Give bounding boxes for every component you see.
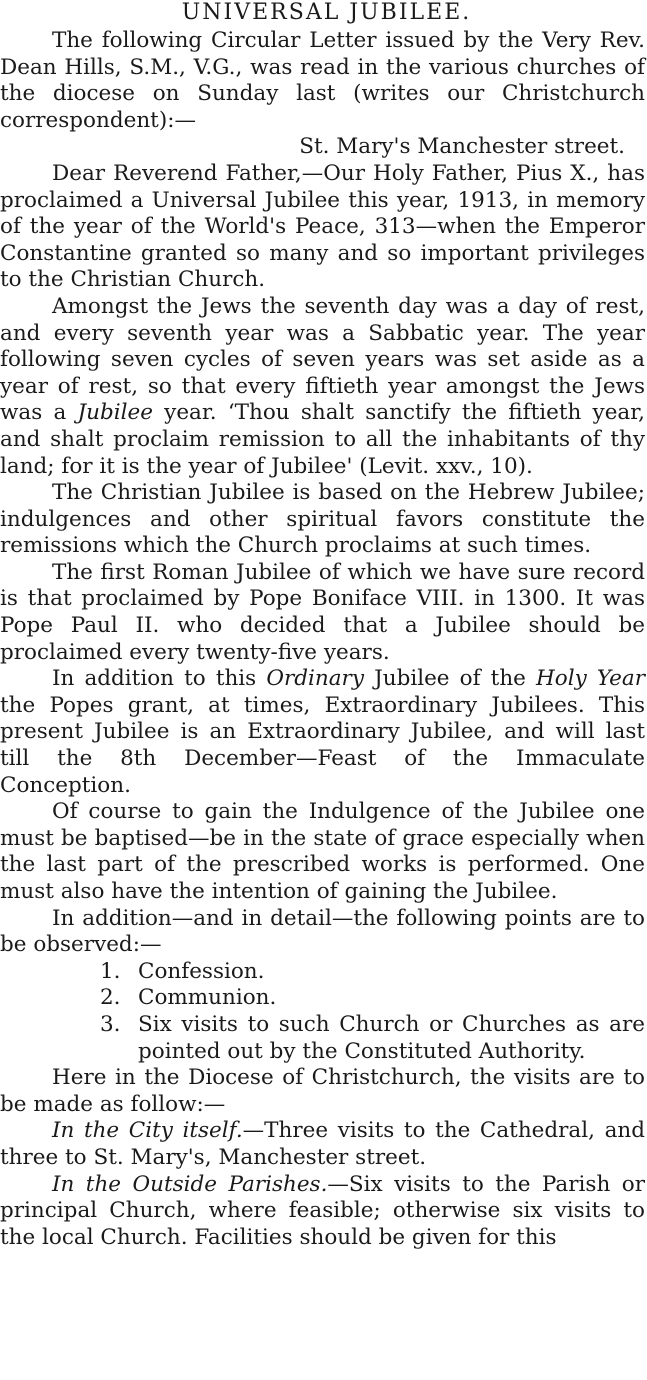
paragraph-2-italic: Jubilee [77,400,153,426]
paragraph-9-italic: In the City itself. [52,1118,243,1144]
list-item [0,1012,645,1065]
paragraph-1: Dear Reverend Father,—Our Holy Father, Pius X., has proclaimed a Universal Jubilee this year, 1913, in memory of the year of the World's Peace, 313—when the Emperor Constantine granted so many and so important privileges to the Christian Church. [0,160,645,293]
paragraph-5-text-a: In addition to this [52,666,267,692]
paragraph-9 [0,1118,645,1171]
list-item-text: Six visits to such Church or Churches as are pointed out by the Constituted Authority. [138,1011,645,1064]
list-item-number: 3. [100,1011,121,1037]
paragraph-5-text-b: Jubilee of the [363,666,537,692]
paragraph-5-italic-1: Ordinary [266,666,364,692]
paragraph-10 [0,1172,645,1252]
paragraph-5-italic-2: Holy Year [536,666,645,692]
paragraph-10-text: —Six visits to the Parish or principal Church, where feasible; otherwise six visits to the local Church. Facilities should be given for this [0,1171,645,1250]
points-list [0,959,645,1065]
paragraph-10-italic: In the Outside Parishes. [52,1171,328,1197]
article-title: UNIVERSAL JUBILEE. [181,0,472,25]
list-item-number: 2. [100,985,121,1011]
paragraph-3: The Christian Jubilee is based on the Hebrew Jubilee; indulgences and other spiritual favors constitute the remissions which the Church proclaims at such times. [0,480,645,559]
paragraph-8: Here in the Diocese of Christchurch, the visits are to be made as follow:— [0,1065,645,1117]
paragraph-6: Of course to gain the Indulgence of the Jubilee one must be baptised—be in the state of grace especially when the last part of the prescribed works is performed. One must also have the intention of gaining the Jubilee. [0,799,645,904]
list-item-text: Confession. [138,958,265,984]
address-line: St. Mary's Manchester street. [299,134,625,160]
list-item-text: Communion. [138,985,277,1011]
paragraph-2-text-a: Amongst the Jews the seventh day was a day of rest, and every seventh year was a Sabbatic year. The year following seven cycles of seven years was set aside as a year of rest, so that every fiftieth year amongst the Jews was a [0,293,645,426]
paragraph-4: The first Roman Jubilee of which we have sure record is that proclaimed by Pope Boniface VIII. in 1300. It was Pope Paul II. who decided that a Jubilee should be proclaimed every twenty-five years. [0,559,645,665]
paragraph-7: In addition—and in detail—the following points are to be observed:— [0,905,645,958]
list-item-number: 1. [100,958,121,984]
paragraph-5-text-c: the Popes grant, at times, Extraordinary Jubilees. This present Jubilee is an Extraordinary Jubilee, and will last till the 8th December—Feast of the Immaculate Conception. [0,692,645,798]
intro-paragraph: The following Circular Letter issued by the Very Rev. Dean Hills, S.M., V.G., was read in the various churches of the diocese on Sunday last (writes our Christchurch correspondent):— [0,28,645,133]
list-item [0,985,645,1012]
paragraph-2 [0,294,645,480]
paragraph-2-text-b: year. ‘Thou shalt sanctify the fiftieth year, and shalt proclaim remission to all the inhabitants of thy land; for it is the year of Jubilee' (Levit. xxv., 10). [0,400,645,479]
paragraph-9-text: —Three visits to the Cathedral, and three to St. Mary's, Manchester street. [0,1118,645,1170]
list-item [0,959,645,986]
paragraph-5 [0,666,645,799]
